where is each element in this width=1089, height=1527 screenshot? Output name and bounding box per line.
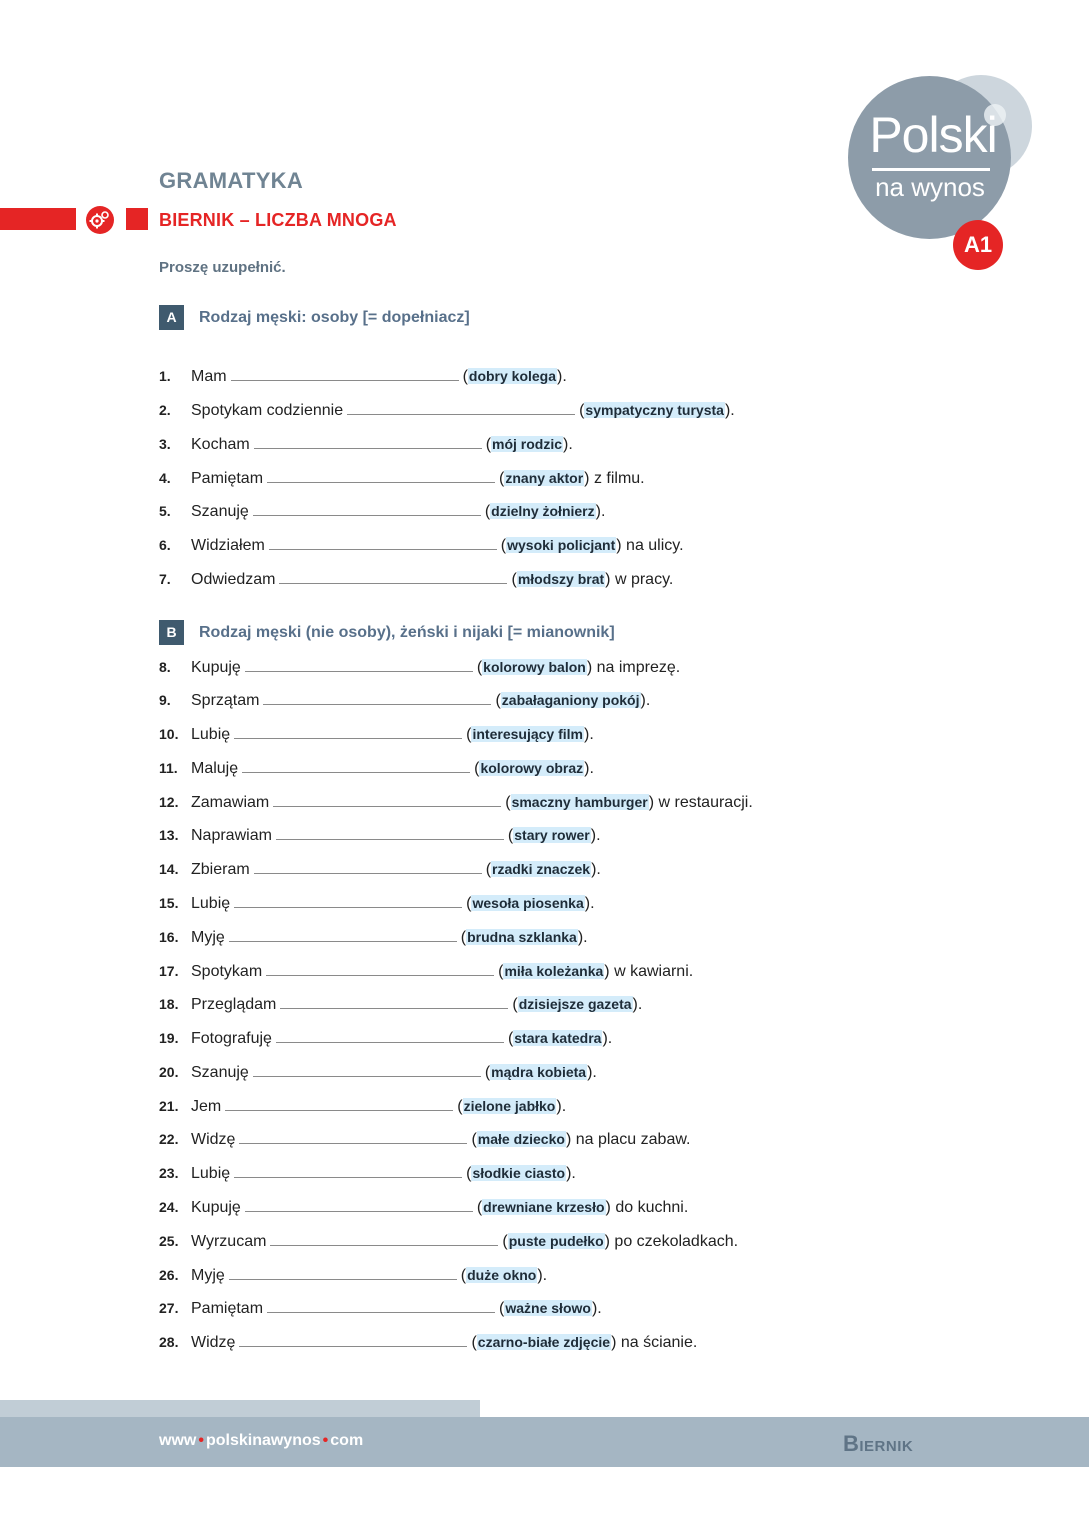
answer-blank[interactable] [229,1265,457,1280]
paren-open: ( [507,827,514,844]
paren-close: ) [583,726,590,743]
exercise-number: 5. [159,503,171,519]
exercise-rest: w pracy. [610,571,674,588]
exercise-row [159,1298,602,1322]
topic-title: BIERNIK – LICZBA MNOGA [159,210,397,230]
answer-blank[interactable] [229,927,457,942]
paren-open: ( [485,861,492,878]
section-a-badge: A [159,305,184,330]
exercise-row [159,1062,597,1086]
exercise-row [159,1129,690,1153]
exercise-verb: Pamiętam [191,1300,264,1317]
exercise-rest: . [590,895,595,912]
section-b-title: Rodzaj męski (nie osoby), żeński i nijaki [= mianownik] [199,624,615,641]
red-accent-bar [0,208,76,230]
paren-close: ) [557,368,563,385]
paren-close: ) [602,1030,608,1047]
exercise-hint: młodszy brat [517,571,605,587]
red-accent-square [126,208,148,230]
exercise-number: 11. [159,760,178,776]
paren-close: ) [591,861,597,878]
exercise-verb: Spotykam codziennie [191,402,344,419]
paren-close: ) [590,827,597,844]
exercise-rest: . [561,1098,567,1115]
exercise-number: 8. [159,659,171,675]
paren-open: ( [471,1334,477,1351]
exercise-verb: Kocham [191,436,250,453]
exercise-verb: Lubię [191,726,231,743]
paren-close: ) [586,659,593,676]
answer-blank[interactable] [245,1197,473,1212]
paren-open: ( [511,571,517,588]
exercise-number: 26. [159,1267,179,1283]
exercise-rest: . [597,1300,602,1317]
paren-close: ) [537,1267,543,1284]
exercise-verb: Lubię [191,895,231,912]
exercise-hint: wesoła piosenka [472,895,584,911]
exercise-verb: Jem [191,1098,222,1115]
exercise-verb: Zamawiam [191,794,270,811]
paren-open: ( [484,503,491,520]
answer-blank[interactable] [253,1062,481,1077]
exercise-verb: Kupuję [191,659,241,676]
exercise-verb: Wyrzucam [191,1233,267,1250]
exercise-rest: . [568,436,573,453]
exercise-number: 1. [159,368,171,384]
exercise-number: 2. [159,402,171,418]
exercise-hint: rzadki znaczek [492,861,591,877]
exercise-hint: mój rodzic [492,436,563,452]
exercise-rest: . [730,402,735,419]
exercise-rest: na ścianie. [616,1334,698,1351]
answer-blank[interactable] [239,1332,467,1347]
paren-close: ) [591,1300,598,1317]
exercise-verb: Sprzątam [191,692,260,709]
answer-blank[interactable] [269,535,497,550]
exercise-number: 20. [159,1064,179,1080]
paren-close: ) [584,470,590,487]
answer-blank[interactable] [347,400,575,415]
footer-url-dot: • [198,1432,204,1449]
exercise-hint: mądra kobieta [491,1064,587,1080]
exercise-rest: . [596,827,601,844]
exercise-rest: w restauracji. [654,794,753,811]
exercise-row [159,758,594,782]
paren-close: ) [611,1334,617,1351]
paren-open: ( [512,996,518,1013]
logo-title: Polski [869,107,997,163]
exercise-hint: kolorowy balon [483,659,586,675]
paren-open: ( [457,1098,463,1115]
exercise-verb: Widziałem [191,537,265,554]
exercise-row [159,927,588,951]
exercise-number: 6. [159,537,171,553]
answer-blank[interactable] [267,1298,495,1313]
answer-blank[interactable] [270,1231,498,1246]
exercise-rest: na placu zabaw. [571,1131,691,1148]
exercise-verb: Pamiętam [191,470,264,487]
exercise-hint: dzielny żołnierz [491,503,595,519]
exercise-row [159,724,594,748]
exercise-row [159,792,753,816]
exercise-number: 28. [159,1334,179,1350]
exercise-number: 18. [159,996,179,1012]
exercise-hint: miła koleżanka [504,963,604,979]
answer-blank[interactable] [279,569,507,584]
instruction: Proszę uzupełnić. [159,259,286,276]
footer-url-prefix: www [159,1432,197,1449]
exercise-hint: sympatyczny turysta [585,402,724,418]
exercise-hint: smaczny hamburger [511,794,648,810]
paren-open: ( [505,794,511,811]
paren-open: ( [499,470,505,487]
exercise-row [159,1265,547,1289]
paren-close: ) [584,760,590,777]
level-badge: A1 [953,220,1003,270]
exercise-number: 19. [159,1030,179,1046]
answer-blank[interactable] [231,366,459,381]
footer-url-dot: • [322,1432,329,1449]
exercise-rest: . [645,692,651,709]
paren-close: ) [616,537,622,554]
answer-blank[interactable] [254,434,482,449]
paren-open: ( [476,1199,483,1216]
paren-open: ( [474,760,480,777]
exercise-number: 13. [159,827,179,843]
exercise-rest: do kuchni. [610,1199,689,1216]
exercise-row [159,994,642,1018]
exercise-hint: kolorowy obraz [480,760,584,776]
paren-close: ) [605,1199,611,1216]
exercise-number: 16. [159,929,179,945]
paren-close: ) [563,436,569,453]
exercise-rest: w kawiarni. [609,963,694,980]
paren-open: ( [484,1064,491,1081]
paren-open: ( [499,1300,505,1317]
paren-open: ( [466,1165,472,1182]
exercise-hint: zabałaganiony pokój [501,692,640,708]
exercise-row [159,690,650,714]
paren-open: ( [579,402,585,419]
exercise-verb: Myję [191,929,225,946]
section-b-badge: B [159,620,184,645]
exercise-row [159,535,684,559]
exercise-number: 12. [159,794,179,810]
paren-close: ) [605,571,611,588]
exercise-number: 4. [159,470,171,486]
paren-open: ( [476,659,483,676]
exercise-verb: Spotykam [191,963,263,980]
exercise-hint: słodkie ciasto [472,1165,566,1181]
paren-close: ) [724,402,731,419]
exercise-hint: stara katedra [514,1030,602,1046]
exercise-row [159,893,595,917]
exercise-number: 3. [159,436,171,452]
exercise-rest: . [542,1267,548,1284]
exercise-hint: znany aktor [505,470,584,486]
exercise-row [159,1231,738,1255]
exercise-verb: Szanuję [191,503,249,520]
exercise-row [159,366,567,390]
exercise-hint: małe dziecko [477,1131,565,1147]
exercise-row [159,468,645,492]
footer-accent-band [0,1400,480,1417]
exercise-verb: Odwiedzam [191,571,276,588]
exercise-rest: . [589,760,594,777]
exercise-number: 14. [159,861,179,877]
exercise-rest: . [589,726,594,743]
exercise-row [159,569,673,593]
footer-url-domain: polskinawynos [205,1432,321,1449]
paren-open: ( [502,1233,508,1250]
paren-close: ) [556,1098,562,1115]
paren-open: ( [507,1030,514,1047]
exercise-verb: Myję [191,1267,225,1284]
paren-open: ( [460,1267,467,1284]
exercise-number: 24. [159,1199,179,1215]
exercise-row [159,1096,566,1120]
exercise-row [159,1197,688,1221]
exercise-row [159,1028,612,1052]
exercise-hint: puste pudełko [508,1233,604,1249]
exercise-row [159,434,573,458]
paren-open: ( [460,929,467,946]
answer-blank[interactable] [234,724,462,739]
answer-blank[interactable] [267,468,495,483]
answer-blank[interactable] [273,792,501,807]
exercise-row [159,859,601,883]
exercise-number: 23. [159,1165,179,1181]
paren-close: ) [648,794,655,811]
exercise-verb: Lubię [191,1165,231,1182]
exercise-hint: czarno-białe zdjęcie [477,1334,611,1350]
exercise-number: 17. [159,963,179,979]
exercise-rest: . [600,503,606,520]
exercise-number: 27. [159,1300,179,1316]
exercise-hint: stary rower [514,827,590,843]
answer-blank[interactable] [266,961,494,976]
paren-open: ( [462,368,468,385]
section-label: GRAMATYKA [159,168,304,193]
exercise-number: 25. [159,1233,179,1249]
paren-open: ( [495,692,501,709]
footer-url-tld: com [330,1432,364,1449]
exercise-hint: dzisiejsze gazeta [518,996,632,1012]
exercise-hint: ważne słowo [505,1300,591,1316]
exercise-rest: z filmu. [589,470,645,487]
exercise-number: 7. [159,571,171,587]
answer-blank[interactable] [276,825,504,840]
answer-blank[interactable] [234,1163,462,1178]
exercise-verb: Widzę [191,1334,236,1351]
paren-close: ) [604,1233,610,1250]
section-a-title: Rodzaj męski: osoby [= dopełniacz] [199,309,470,326]
exercise-rest: na ulicy. [621,537,684,554]
answer-blank[interactable] [242,758,470,773]
paren-close: ) [587,1064,593,1081]
gears-icon [86,206,114,234]
footer-url[interactable] [159,1432,363,1450]
answer-blank[interactable] [234,893,462,908]
exercise-verb: Fotografuję [191,1030,272,1047]
paren-close: ) [577,929,584,946]
paren-close: ) [640,692,646,709]
answer-blank[interactable] [225,1096,453,1111]
answer-blank[interactable] [245,657,473,672]
exercise-row [159,1163,576,1187]
paren-open: ( [500,537,507,554]
paren-close: ) [632,996,638,1013]
answer-blank[interactable] [254,859,482,874]
exercise-row [159,1332,697,1356]
exercise-rest: . [637,996,643,1013]
exercise-rest: . [562,368,567,385]
exercise-rest: na imprezę. [592,659,681,676]
exercise-verb: Widzę [191,1131,236,1148]
paren-open: ( [498,963,504,980]
exercise-verb: Naprawiam [191,827,272,844]
exercise-rest: po czekoladkach. [609,1233,739,1250]
exercise-verb: Maluję [191,760,239,777]
exercise-number: 22. [159,1131,179,1147]
exercise-row [159,825,601,849]
exercise-verb: Mam [191,368,227,385]
exercise-row [159,501,605,525]
exercise-hint: drewniane krzesło [483,1199,605,1215]
paren-close: ) [566,1165,572,1182]
exercise-rest: . [596,861,601,878]
exercise-row [159,961,693,985]
exercise-number: 15. [159,895,179,911]
answer-blank[interactable] [263,690,491,705]
answer-blank[interactable] [276,1028,504,1043]
paren-close: ) [604,963,610,980]
paren-open: ( [485,436,492,453]
paren-open: ( [466,726,472,743]
logo-subtitle: na wynos [875,172,985,202]
answer-blank[interactable] [239,1129,467,1144]
exercise-verb: Przeglądam [191,996,277,1013]
paren-open: ( [466,895,472,912]
paren-close: ) [595,503,601,520]
exercise-hint: zielone jabłko [463,1098,556,1114]
exercise-verb: Szanuję [191,1064,249,1081]
exercise-row [159,400,735,424]
exercise-hint: duże okno [467,1267,537,1283]
exercise-verb: Zbieram [191,861,250,878]
footer-topic: Biernik [843,1431,914,1456]
answer-blank[interactable] [280,994,508,1009]
exercise-hint: dobry kolega [468,368,557,384]
exercise-rest: . [583,929,588,946]
exercise-number: 9. [159,692,171,708]
exercise-rest: . [607,1030,613,1047]
exercise-number: 21. [159,1098,179,1114]
exercise-hint: brudna szklanka [467,929,577,945]
exercise-rest: . [571,1165,576,1182]
paren-close: ) [584,895,591,912]
answer-blank[interactable] [253,501,481,516]
paren-close: ) [565,1131,572,1148]
exercise-verb: Kupuję [191,1199,241,1216]
exercise-row [159,657,680,681]
exercise-hint: wysoki policjant [507,537,616,553]
exercise-hint: interesujący film [472,726,583,742]
paren-open: ( [471,1131,477,1148]
exercise-number: 10. [159,726,179,742]
exercise-rest: . [592,1064,597,1081]
